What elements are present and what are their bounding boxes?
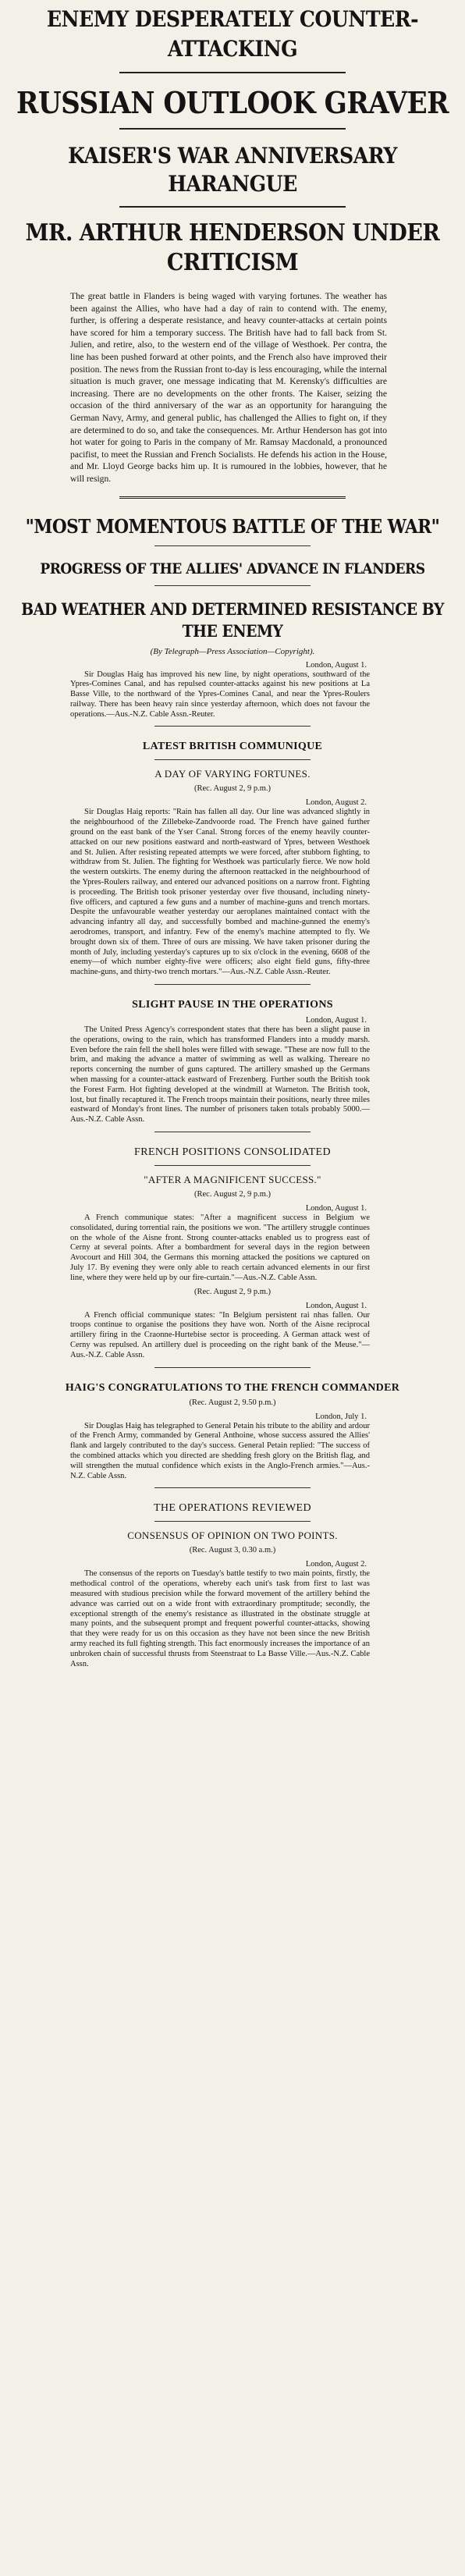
article-haig	[8, 1412, 457, 1482]
headline-momentous-battle: "MOST MOMENTOUS BATTLE OF THE WAR"	[25, 514, 440, 538]
section-title-communique: LATEST BRITISH COMMUNIQUE	[142, 741, 323, 753]
section-rule	[154, 759, 311, 760]
section-rule	[154, 1521, 311, 1522]
section-rule	[154, 1367, 311, 1368]
received-time: (Rec. August 2, 9 p.m.)	[194, 1287, 271, 1296]
article-text: Sir Douglas Haig has telegraphed to General Petain his tribute to the ability and ardour of the French Army, commanded by General Anthoine, whose success assured the Allies' flank and largely contributed to the day's success. General Petain replied: "The success of the combined attacks which you directed are shedding fresh glory on the British flag, and will strengthen the mutual confidence which exists in the Anglo-French armies."—Aus.-N.Z. Cable Assn.	[70, 1421, 370, 1480]
dateline: London, August 2.	[305, 798, 367, 808]
dateline: London, August 1.	[305, 1301, 367, 1310]
headline-rule	[119, 72, 346, 73]
section-rule	[154, 1165, 311, 1166]
received-time: (Rec. August 2, 9.50 p.m.)	[189, 1398, 276, 1407]
article-momentous	[8, 661, 457, 720]
headline-henderson: MR. ARTHUR HENDERSON UNDER CRITICISM	[25, 219, 440, 276]
dateline: London, July 1.	[315, 1412, 367, 1421]
headline-rule	[154, 585, 311, 586]
received-time: (Rec. August 2, 9 p.m.)	[194, 784, 271, 794]
dateline: London, August 1.	[305, 1204, 367, 1213]
article-pause	[8, 1016, 457, 1125]
section-title-pause: SLIGHT PAUSE IN THE OPERATIONS	[132, 999, 333, 1011]
article-text: The United Press Agency's correspondent states that there has been a slight pause in the operations, owing to the rain, which has transformed Flanders into a muddy marsh. Even before the rain fell the shell holes were filled with sewage. "These are now full to the brim, and making the advance a matter of swimming as well as walking. Thereare no reports concerning the number of guns captured. The artillery smashed up the Germans when massing for a counter-attack eastward of Frezenberg. Further south the British took the Forest Farm. Hot fighting developed at the windmill at Warneton. The British took, lost, but finally recaptured it. The French troops maintain their positions, nearly three miles eastward of Monday's front lines. The number of prisoners taken totals probably 5000.—Aus.-N.Z. Cable Assn.	[70, 1025, 370, 1125]
headline-rule	[119, 206, 346, 208]
headline-russian: RUSSIAN OUTLOOK GRAVER	[16, 85, 449, 120]
section-rule	[154, 726, 311, 727]
byline: (By Telegraph—Press Association—Copyright).	[150, 646, 315, 656]
section-title-french: FRENCH POSITIONS CONSOLIDATED	[134, 1146, 331, 1158]
article-communique	[8, 798, 457, 978]
section-rule	[154, 1487, 311, 1488]
section-title-haig: HAIG'S CONGRATULATIONS TO THE FRENCH COMMANDER	[65, 1381, 400, 1394]
section-subtitle-communique: A DAY OF VARYING FORTUNES.	[154, 768, 311, 780]
article-text: Sir Douglas Haig has improved his new line, by night operations, southward of the Ypres-Comines Canal, and has repulsed counter-attacks against his new positions at La Basse Ville, to the northward of the Ypres-Comines Canal, and near the Ypres-Roulers railway. There has been heavy rain since yesterday afternoon, which does not favour the operations.—Aus.-N.Z. Cable Assn.-Reuter.	[70, 670, 370, 719]
article-text: Sir Douglas Haig reports: "Rain has fallen all day. Our line was advanced slightly in the neighbourhood of the Zillebeke-Zandvoorde road. The French have gained further ground on the east bank of the Yser Canal. Strong forces of the enemy heavily counter-attacked on our new positions eastward and north-eastward of Ypres, between Westhoek and St. Julien. After resisting repeated attempts we were forced, after stubborn fighting, to withdraw from St. Julien. The fighting for Westhoek was particularly fierce. We now hold the western outskirts. The enemy during the afternoon reattacked in the neighbourhood of the Ypres-Roulers railway, and entered our advanced positions on a narrow front. Fighting is proceeding. The British took prisoner yesterday over five thousand, including ninety-five officers, and captured a few guns and a number of machine-guns and trench mortars. Despite the unfavourable weather yesterday our aeroplanes maintained contact with the advancing infantry all day, and successfully bombed and machine-gunned the enemy's aerodromes, transport, and infantry. Few of the enemy's machine attempted to fly. We brought down six of them. Three of ours are missing. We have taken prisoner during the month of July, including yesterday's captures up to six o'clock in the evening, 6608 of the enemy—of which number eighty-five were officers; also eight field guns, fifty-three machine-guns, and thirty-two trench mortars."—Aus.-N.Z. Cable Assn.-Reuter.	[70, 808, 370, 977]
article-text: The consensus of the reports on Tuesday's battle testify to two main points, firstly, the methodical control of the operations, whereby each unit's task from first to last was measured with studious precision while the forward movement of the artillery behind the advance was carried out on a wide front with extraordinary promptitude; secondly, the exceptional strength of the enemy's resistance as illustrated in the obstinate struggle at many points, and the subsequent prompt and frequent powerful counter-attacks, showing that they were ready for us on this occasion as they have not been since the new British army reached its full fighting strength. This fact enormously increases the importance of an unbroken chain of successful thrusts from Steenstraat to La Basse Ville.—Aus.-N.Z. Cable Assn.	[70, 1569, 370, 1668]
headline-progress: PROGRESS OF THE ALLIES' ADVANCE IN FLANDERS	[40, 560, 425, 577]
intro-summary: The great battle in Flanders is being waged with varying fortunes. The weather has been against the Allies, who have had a day of rain to contend with. The enemy, further, is offering a desperate resistance, and heavy counter-attacks at certain points have scored for him a temporary success. The British have had to fall back from St. Julien, and retire, also, to the western end of the village of Westhoek. Per contra, the line has been pushed forward at other points, and the French also have improved their position. The news from the Russian front to-day is less encouraging, while the internal situation is much graver, one message indicating that M. Kerensky's difficulties are increasing. There are no developments on the other fronts. The Kaiser, seizing the occasion of the third anniversary of the war as an opportunity for haranguing the German Navy, Army, and general public, has challenged the Allies to fight on, if they are determined to do so, and take the consequences. Mr. Arthur Henderson has got into hot water for going to Paris in the company of Mr. Ramsay Macdonald, a pronounced pacifist, to meet the Russian and French Socialists. He defends his action in the House, and Mr. Lloyd George backs him up. It is rumoured in the lobbies, however, that he will resign.	[70, 291, 387, 484]
section-subtitle-reviewed: CONSENSUS OF OPINION ON TWO POINTS.	[127, 1530, 338, 1542]
article-reviewed	[8, 1560, 457, 1669]
headline-enemy: ENEMY DESPERATELY COUNTER-ATTACKING	[46, 6, 419, 62]
dateline: London, August 1.	[305, 660, 367, 670]
headline-rule	[154, 545, 311, 546]
article-french-1	[8, 1204, 457, 1284]
article-text: A French official communique states: "In Belgium persistent rai nhas fallen. Our troops continue to organise the positions they have won. North of the Aisne reciprocal artillery firing in the Craonne-Hurtebise sector is proceeding. A German attack west of Cerny was repulsed. An artillery duel is proceeding on the right bank of the Meuse."—Aus.-N.Z. Cable Assn.	[70, 1310, 370, 1359]
headline-rule	[119, 128, 346, 130]
article-french-2	[8, 1302, 457, 1361]
section-rule	[154, 984, 311, 985]
headline-bad-weather: BAD WEATHER AND DETERMINED RESISTANCE BY THE ENEMY	[21, 599, 444, 641]
section-rule	[119, 496, 346, 499]
received-time: (Rec. August 2, 9 p.m.)	[194, 1190, 271, 1199]
article-text: A French communique states: "After a magnificent success in Belgium we consolidated, during torrential rain, the positions we won. "The artillery struggle continues on the whole of the Aisne front. Strong counter-attacks enabled us to progress east of Cerny at several points. After a bombardment for several days in the region between Avocourt and Hill 304, the Germans this morning attacked the positions we captured on July 17. By evening they were only able to reach certain advanced elements in our first line, where they were held up by our fire-curtain."—Aus.-N.Z. Cable Assn.	[70, 1213, 370, 1282]
received-time: (Rec. August 3, 0.30 a.m.)	[189, 1546, 276, 1555]
dateline: London, August 2.	[305, 1560, 367, 1569]
section-title-reviewed: THE OPERATIONS REVIEWED	[153, 1502, 312, 1515]
dateline: London, August 1.	[305, 1016, 367, 1025]
section-subtitle-french: "AFTER A MAGNIFICENT SUCCESS."	[144, 1174, 321, 1185]
headline-kaiser: KAISER'S WAR ANNIVERSARY HARANGUE	[68, 143, 397, 197]
